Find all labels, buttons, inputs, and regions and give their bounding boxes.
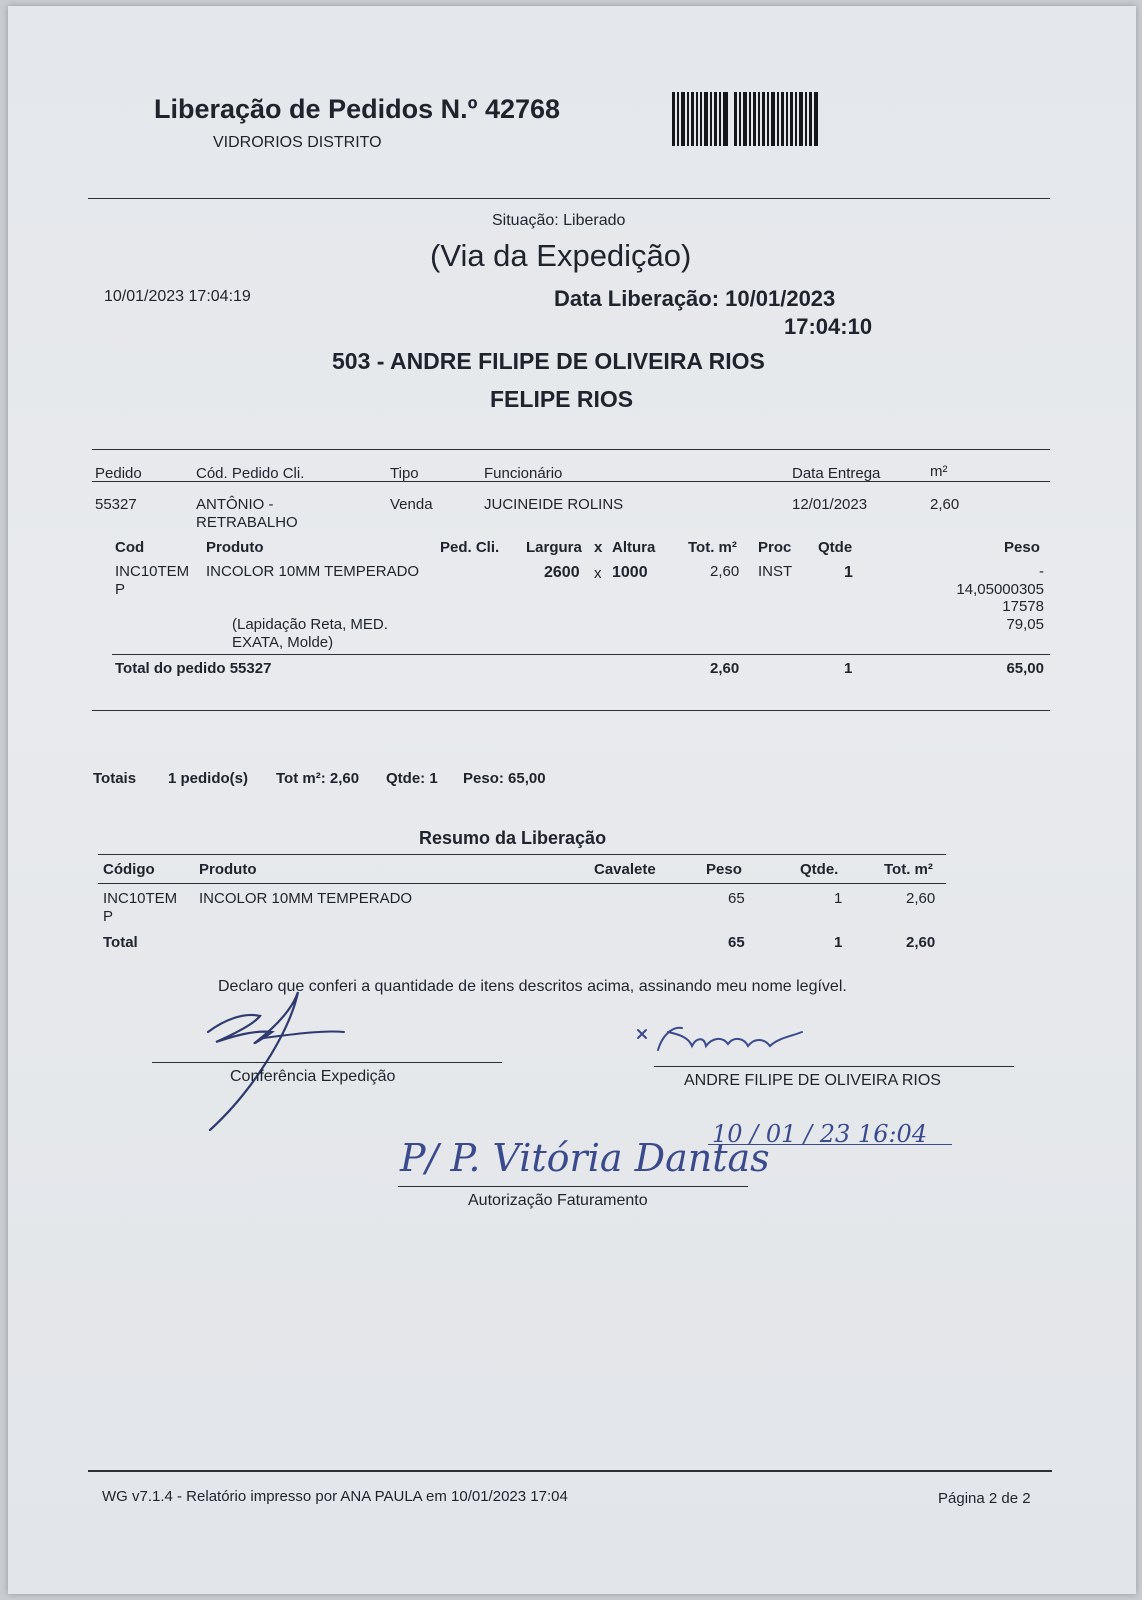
summary-total-label: Total bbox=[103, 934, 138, 951]
handwritten-authorization-name: P/ P. Vitória Dantas bbox=[400, 1136, 770, 1180]
col-funcionario: Funcionário bbox=[484, 465, 563, 482]
item-altura: 1000 bbox=[612, 564, 648, 581]
summary-row-produto: INCOLOR 10MM TEMPERADO bbox=[199, 890, 413, 907]
item-col-tot-m2: Tot. m² bbox=[688, 539, 737, 556]
item-produto: INCOLOR 10MM TEMPERADO bbox=[206, 563, 420, 580]
document-title: Liberação de Pedidos N.º 42768 bbox=[154, 94, 561, 124]
item-tot-m2: 2,60 bbox=[710, 563, 740, 580]
summary-header-line bbox=[98, 883, 946, 884]
item-col-altura: Altura bbox=[612, 539, 656, 556]
summary-col-codigo: Código bbox=[103, 861, 155, 878]
summary-row-peso: 65 bbox=[728, 890, 745, 907]
authorization-label: Autorização Faturamento bbox=[468, 1192, 648, 1209]
footer-page-number: Página 2 de 2 bbox=[938, 1490, 1031, 1507]
client-label: ANDRE FILIPE DE OLIVEIRA RIOS bbox=[684, 1072, 941, 1089]
release-time: 17:04:10 bbox=[784, 314, 873, 339]
summary-row-codigo-2: P bbox=[103, 908, 114, 925]
summary-row-codigo: INC10TEM bbox=[103, 890, 178, 907]
header-divider bbox=[88, 198, 1050, 199]
totals-qtde: Qtde: 1 bbox=[386, 770, 438, 787]
item-proc: INST bbox=[758, 563, 793, 580]
totals-m2: Tot m²: 2,60 bbox=[276, 770, 360, 787]
client-signature bbox=[632, 1016, 822, 1066]
item-col-qtde: Qtde bbox=[818, 539, 853, 556]
summary-col-produto: Produto bbox=[199, 861, 257, 878]
item-col-peso: Peso bbox=[1004, 539, 1040, 556]
item-largura: 2600 bbox=[544, 564, 580, 581]
summary-col-peso: Peso bbox=[706, 861, 742, 878]
handwritten-date: 10 / 01 / 23 16:04 bbox=[712, 1120, 928, 1148]
item-col-x: x bbox=[594, 539, 603, 556]
company-name: VIDRORIOS DISTRITO bbox=[213, 134, 382, 151]
client-line: 503 - ANDRE FILIPE DE OLIVEIRA RIOS bbox=[332, 348, 765, 374]
declaration-text: Declaro que conferi a quantidade de itens descritos acima, assinando meu nome legível. bbox=[218, 978, 847, 995]
copy-type: (Via da Expedição) bbox=[430, 238, 692, 273]
footer-divider bbox=[88, 1470, 1052, 1472]
summary-row-qtde: 1 bbox=[834, 890, 843, 907]
col-m2: m² bbox=[930, 463, 948, 480]
conference-label: Conferência Expedição bbox=[230, 1068, 396, 1085]
summary-title: Resumo da Liberação bbox=[419, 828, 607, 848]
totals-peso: Peso: 65,00 bbox=[463, 770, 546, 787]
item-peso-2: 17578 bbox=[1002, 598, 1044, 615]
release-date: Data Liberação: 10/01/2023 bbox=[554, 286, 836, 311]
summary-col-cavalete: Cavalete bbox=[594, 861, 656, 878]
row-cod-pedido-cli: ANTÔNIO - bbox=[196, 496, 274, 513]
summary-col-qtde: Qtde. bbox=[800, 861, 839, 878]
order-total-label: Total do pedido 55327 bbox=[115, 660, 272, 677]
order-table-top-line bbox=[92, 449, 1050, 450]
item-col-largura: Largura bbox=[526, 539, 582, 556]
client-short: FELIPE RIOS bbox=[490, 386, 634, 412]
row-tipo: Venda bbox=[390, 496, 433, 513]
row-data-entrega: 12/01/2023 bbox=[792, 496, 868, 513]
item-observacao-2: EXATA, Molde) bbox=[232, 634, 334, 651]
order-total-line bbox=[112, 654, 1050, 655]
summary-total-qtde: 1 bbox=[834, 934, 843, 951]
authorization-signature-line bbox=[398, 1186, 748, 1187]
row-funcionario: JUCINEIDE ROLINS bbox=[484, 496, 624, 513]
order-total-peso: 65,00 bbox=[1006, 660, 1044, 677]
row-m2: 2,60 bbox=[930, 496, 960, 513]
item-col-cod: Cod bbox=[115, 539, 145, 556]
summary-row-tot-m2: 2,60 bbox=[906, 890, 936, 907]
totals-pedidos: 1 pedido(s) bbox=[168, 770, 249, 787]
footer-print-info: WG v7.1.4 - Relatório impresso por ANA PAULA em 10/01/2023 17:04 bbox=[102, 1488, 568, 1505]
barcode bbox=[672, 92, 850, 146]
item-observacao: (Lapidação Reta, MED. bbox=[232, 616, 388, 633]
order-header-line bbox=[92, 481, 1050, 482]
col-cod-pedido-cli: Cód. Pedido Cli. bbox=[196, 465, 305, 482]
conference-signature-line bbox=[152, 1062, 502, 1063]
totals-label: Totais bbox=[93, 770, 137, 787]
item-peso-3: 79,05 bbox=[1006, 616, 1044, 633]
col-pedido: Pedido bbox=[95, 465, 142, 482]
item-cod: INC10TEM bbox=[115, 563, 190, 580]
item-col-ped-cli: Ped. Cli. bbox=[440, 539, 500, 556]
order-table-bottom-line bbox=[92, 710, 1050, 711]
client-signature-line bbox=[654, 1066, 1014, 1067]
status-text: Situação: Liberado bbox=[492, 212, 626, 229]
col-data-entrega: Data Entrega bbox=[792, 465, 881, 482]
item-x: x bbox=[594, 565, 602, 582]
summary-col-tot-m2: Tot. m² bbox=[884, 861, 933, 878]
item-col-proc: Proc bbox=[758, 539, 792, 556]
row-cod-pedido-cli-2: RETRABALHO bbox=[196, 514, 298, 531]
col-tipo: Tipo bbox=[390, 465, 419, 482]
printed-datetime: 10/01/2023 17:04:19 bbox=[104, 288, 251, 305]
item-peso-dash: - bbox=[1039, 563, 1044, 580]
conference-signature bbox=[194, 990, 374, 1140]
item-qtde: 1 bbox=[844, 564, 853, 581]
summary-total-tot-m2: 2,60 bbox=[906, 934, 936, 951]
document-page bbox=[8, 6, 1136, 1594]
order-total-m2: 2,60 bbox=[710, 660, 740, 677]
summary-top-line bbox=[98, 854, 946, 855]
item-cod-2: P bbox=[115, 581, 126, 598]
summary-total-peso: 65 bbox=[728, 934, 745, 951]
item-peso: 14,05000305 bbox=[956, 581, 1044, 598]
order-total-qtde: 1 bbox=[844, 660, 853, 677]
item-col-produto: Produto bbox=[206, 539, 264, 556]
row-pedido: 55327 bbox=[95, 496, 137, 513]
